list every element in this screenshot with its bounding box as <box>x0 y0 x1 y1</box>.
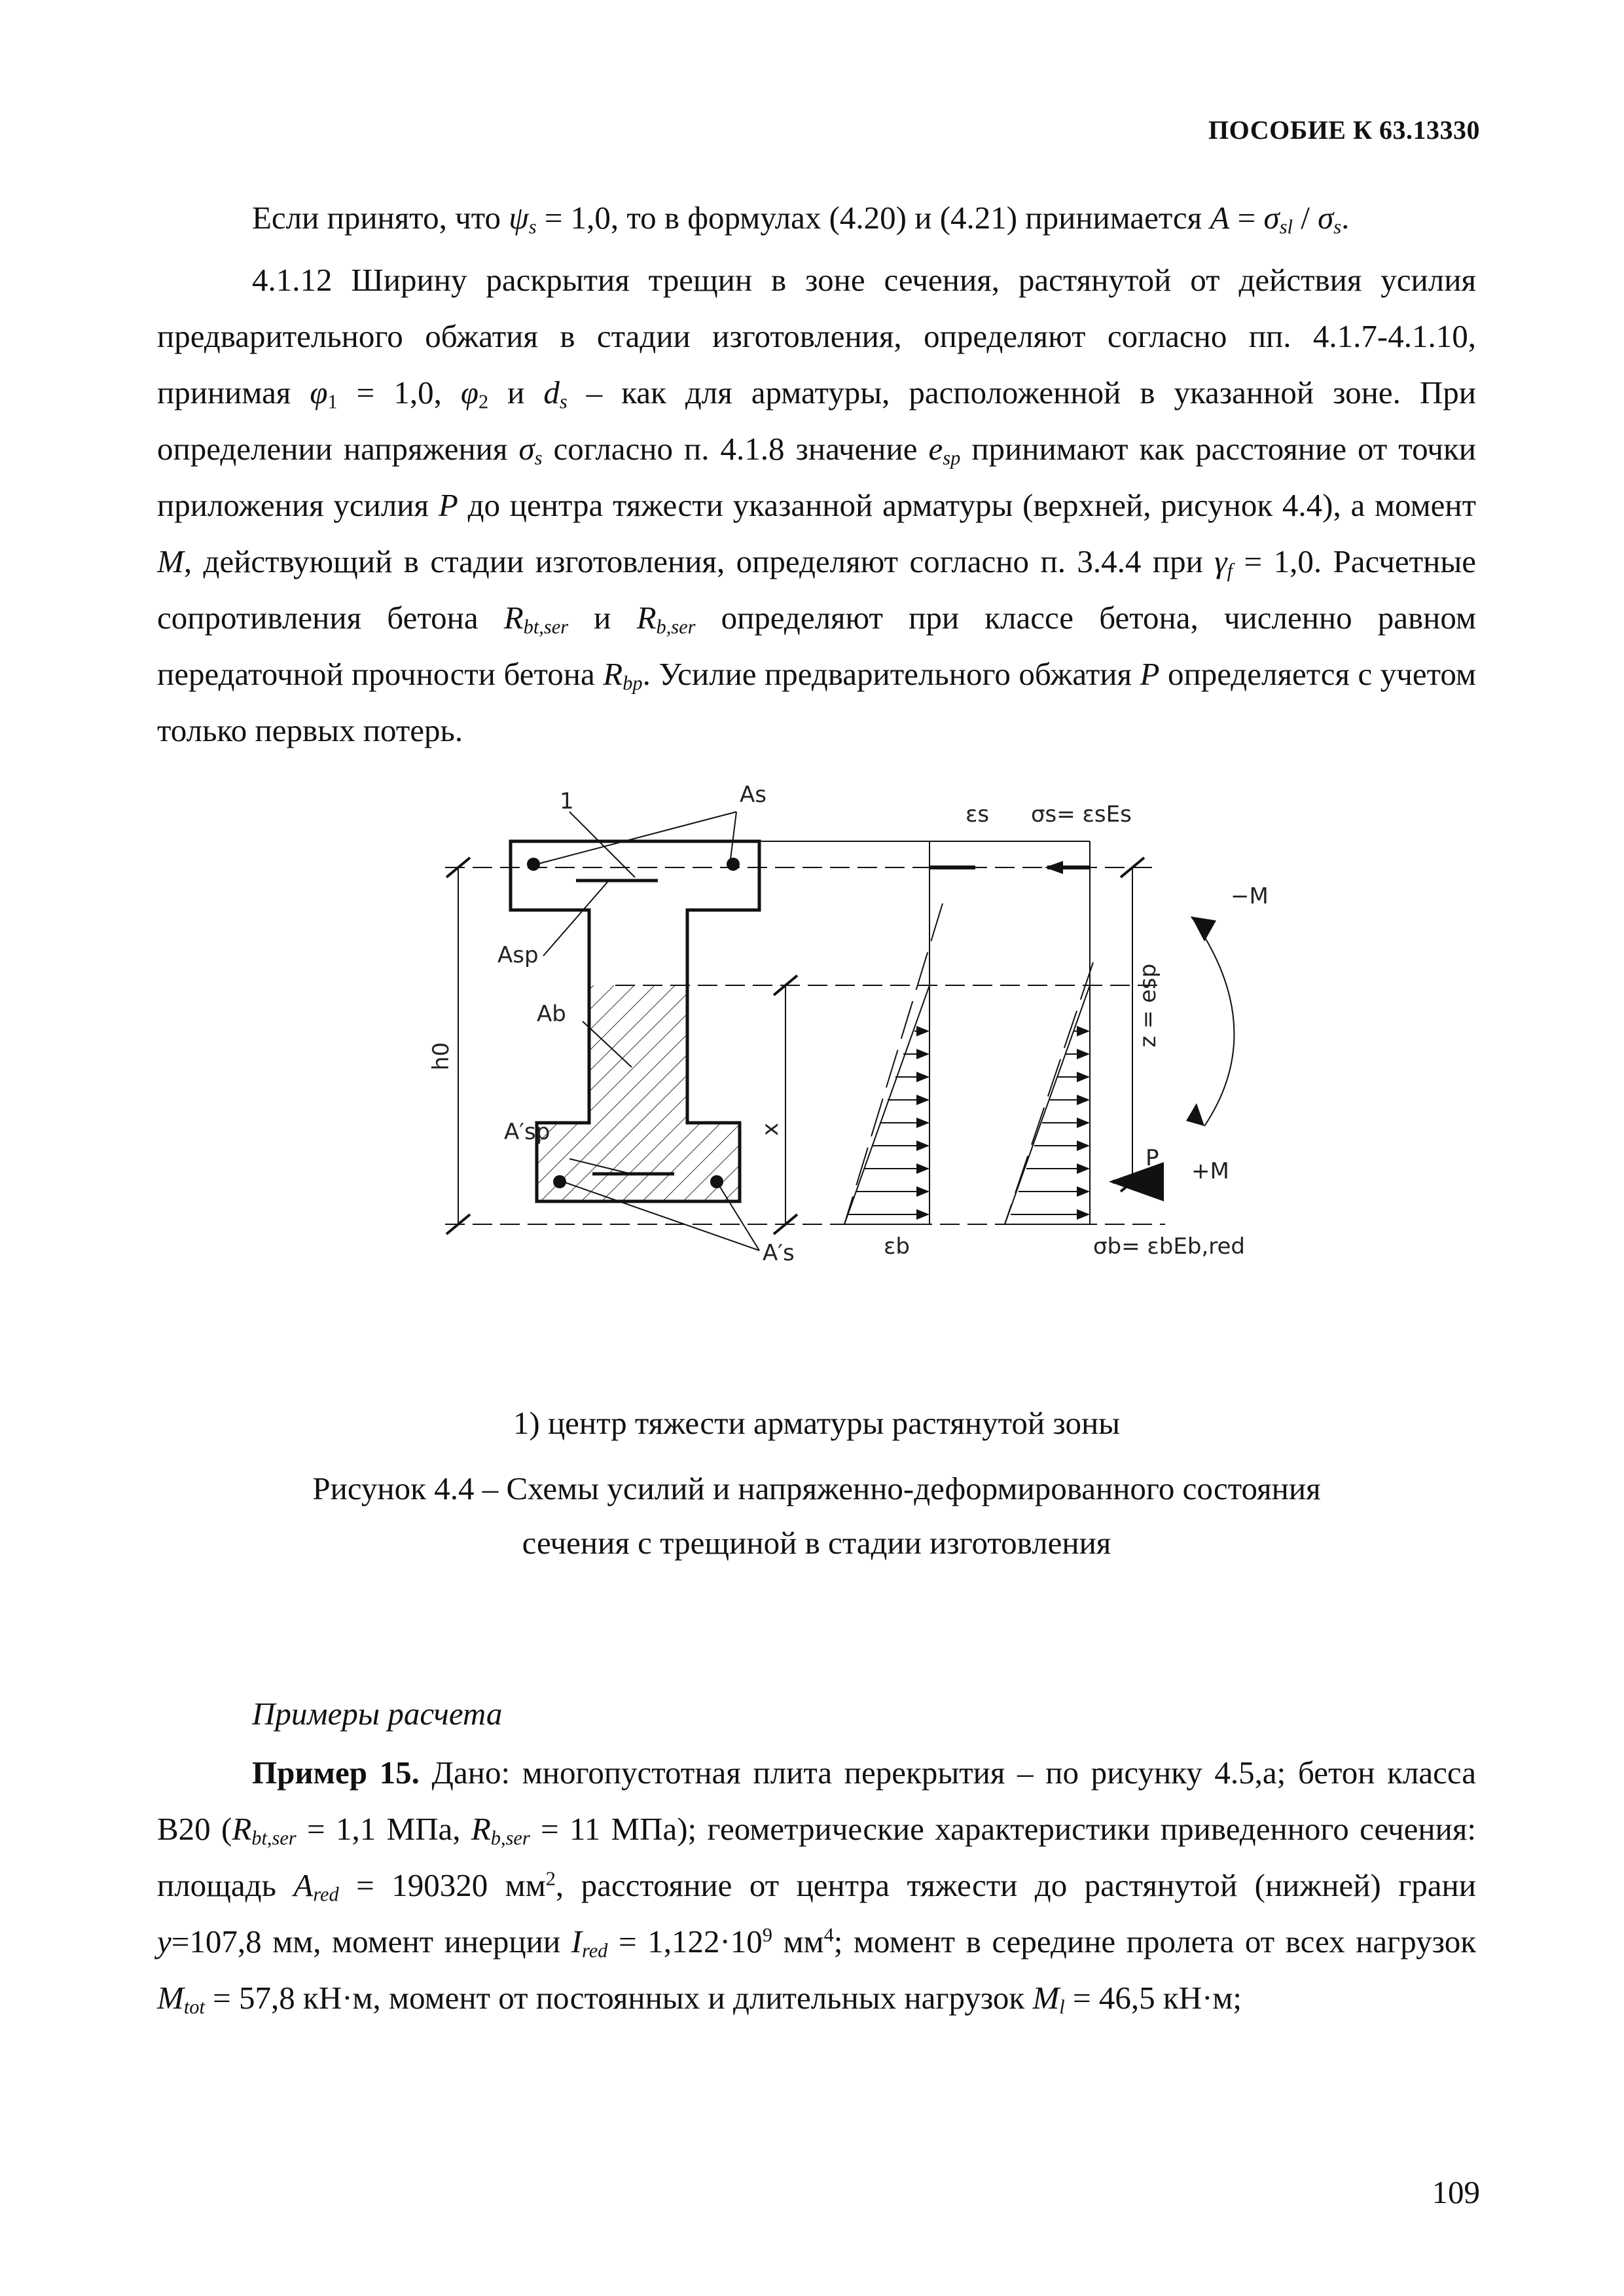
compression-zone-hatch <box>537 985 740 1201</box>
paragraph-4-1-12 <box>157 252 1476 759</box>
paragraph-example-15-text: Пример 15. Дано: многопустотная плита перекрытия – по рисунку 4.5,а; бетон класса B20 ($R_{bt,ser} = 1,1$ МПа, $R_{b,ser} = 11$ МПа); геометрические характеристики приведенного сечения: площадь $A_{red} = 190320$ $мм^2$, расстояние от центра тяжести до растянутой (нижней) грани y=107,8 мм, момент инерции $I_{red} = 1,122\cdot 10^9$ $мм^4$; момент в середине пролета от всех нагрузок $M_{tot} = 57,8$ кН·м, момент от постоянных и длительных нагрузок $M_l = 46,5$ кН·м; <box>157 1755 1477 2018</box>
stress-arrows <box>1011 1031 1089 1214</box>
label-one: 1 <box>560 788 574 814</box>
label-minus-m: −M <box>1231 883 1269 909</box>
stress-strain-diagram <box>419 773 1309 1316</box>
rebar-top-right <box>727 858 740 871</box>
figure-caption-line-1: Рисунок 4.4 – Схемы усилий и напряженно-деформированного состояния <box>312 1470 1321 1506</box>
label-eps-s: εs <box>965 801 990 828</box>
paragraph-4-1-12-text: 4.1.12 Ширину раскрытия трещин в зоне сечения, растянутой от действия усилия предварительного обжатия в стадии изготовления, определяют согласно пп. 4.1.7-4.1.10, принимая $\varphi_1 = 1,0$, $\varphi_2$ и $d_s$ – как для арматуры, расположенной в указанной зоне. При определении напряжения $\sigma_s$ согласно п. 4.1.8 значение $e_{sp}$ принимают как расстояние от точки приложения усилия P до центра тяжести указанной арматуры (верхней, рисунок 4.4), а момент M, действующий в стадии изготовления, определяют согласно п. 3.4.4 при $\gamma_f = 1,0$. Расчетные сопротивления бетона $R_{bt,ser}$ и $R_{b,ser}$ определяют при классе бетона, численно равном передаточной прочности бетона $R_{bp}$. Усилие предварительного обжатия P определяется с учетом только первых потерь. <box>157 262 1477 748</box>
examples-heading: Примеры расчета <box>252 1696 503 1732</box>
strain-arrows <box>848 1031 928 1214</box>
label-z-esp: z = esp <box>1135 963 1161 1048</box>
label-h0: h0 <box>428 1042 454 1070</box>
figure-4-4 <box>419 773 1309 1316</box>
label-p: P <box>1146 1145 1159 1171</box>
label-x: x <box>757 1122 784 1136</box>
label-as-prime: A′s <box>763 1240 795 1266</box>
paragraph-example-15 <box>157 1745 1476 2026</box>
compressive-strain-triangle <box>844 985 929 1224</box>
figure-caption-line-2: сечения с трещиной в стадии изготовления <box>522 1525 1111 1561</box>
document-header: ПОСОБИЕ К 63.13330 <box>1208 115 1480 145</box>
moment-arc <box>1191 917 1234 1126</box>
label-as: As <box>740 782 767 808</box>
label-asp: Asp <box>497 942 539 968</box>
label-plus-m: +M <box>1191 1158 1229 1184</box>
label-sigma-s: σs= εsEs <box>1031 801 1132 828</box>
compressive-stress-triangle <box>1005 985 1090 1224</box>
figure-note: 1) центр тяжести арматуры растянутой зоны <box>513 1405 1121 1441</box>
label-sigma-b: σb= εbEb,red <box>1093 1233 1245 1260</box>
label-ab: Ab <box>537 1001 566 1027</box>
paragraph-psi-note-text: Если принято, что $\psi_s = 1,0$, то в формулах (4.20) и (4.21) принимается $A = \sigma_{sl} / \sigma_s$. <box>252 200 1350 238</box>
label-eps-b: εb <box>884 1233 910 1260</box>
paragraph-psi-note <box>157 190 1476 246</box>
label-asp-prime: A′sp <box>504 1119 550 1145</box>
page-number: 109 <box>1432 2174 1480 2210</box>
